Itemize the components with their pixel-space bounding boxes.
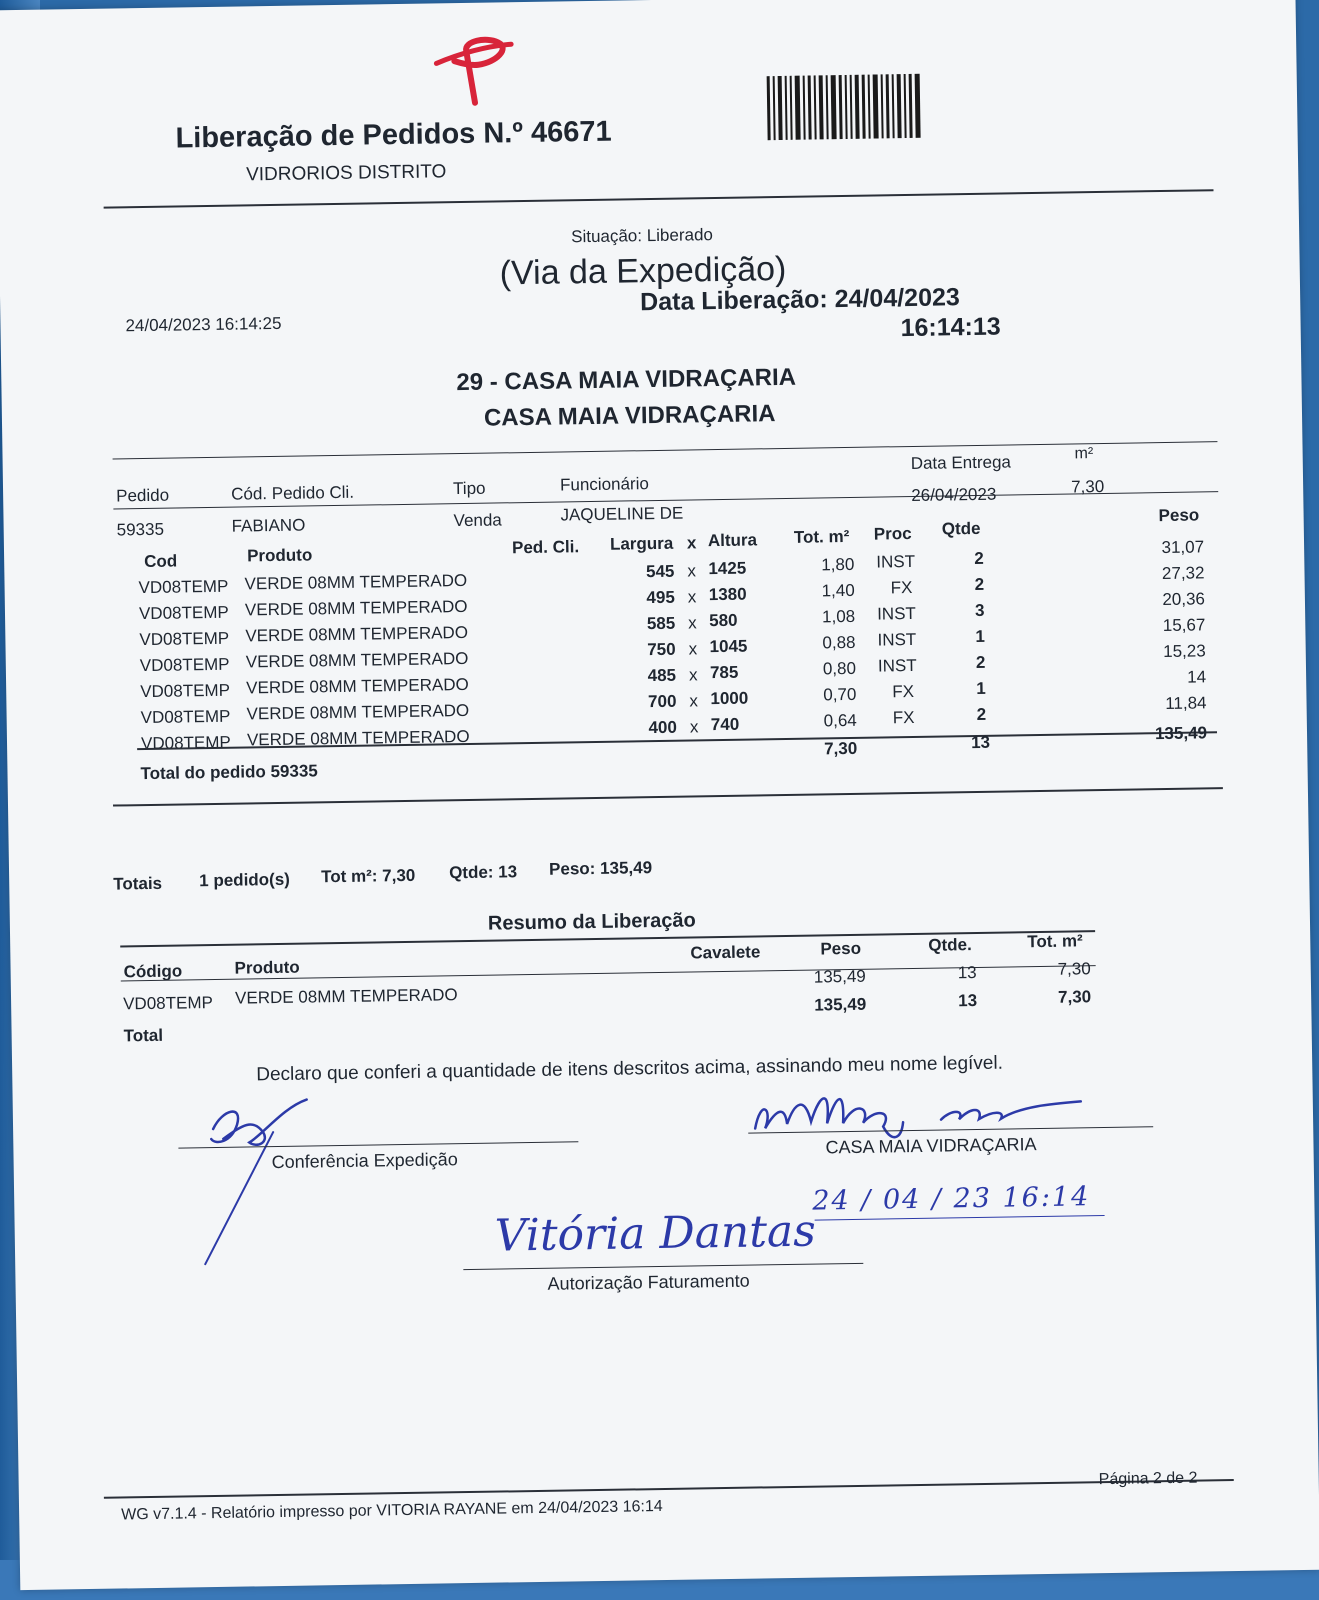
- cell-x: x: [688, 639, 698, 659]
- divider-totals: [113, 787, 1223, 806]
- summary-col-qtde: Qtde.: [928, 935, 972, 955]
- cell-tot-m2: 0,64: [823, 710, 857, 731]
- totals-qtde: Qtde: 13: [448, 862, 518, 883]
- cell-proc: FX: [890, 577, 913, 598]
- cell-x: x: [688, 613, 697, 633]
- release-time: 16:14:13: [900, 312, 1001, 343]
- signature-conferencia: [203, 1097, 346, 1274]
- print-datetime: 24/04/2023 16:14:25: [125, 313, 282, 336]
- cell-qtde: 1: [975, 626, 986, 646]
- handwritten-p-mark: [426, 32, 527, 119]
- summary-total-peso: 135,49: [814, 994, 867, 1015]
- label-tipo: Tipo: [452, 478, 486, 499]
- cell-largura: 585: [646, 613, 676, 634]
- cell-x: x: [689, 717, 699, 737]
- summary-total-tot-m2: 7,30: [1057, 987, 1092, 1007]
- cell-largura: 700: [647, 691, 677, 712]
- divider-order-top: [113, 441, 1218, 459]
- summary-col-tot-m2: Tot. m²: [1027, 931, 1083, 952]
- value-data-entrega: 26/04/2023: [911, 484, 997, 505]
- cell-produto: VERDE 08MM TEMPERADO: [245, 648, 469, 672]
- cell-qtde: 2: [974, 548, 984, 569]
- col-altura: Altura: [707, 530, 758, 551]
- cell-altura: 580: [709, 610, 738, 631]
- summary-total-qtde: 13: [958, 991, 978, 1011]
- summary-cell-peso: 135,49: [813, 966, 866, 987]
- col-x: x: [686, 533, 697, 553]
- handwritten-date: 24 / 04 / 23 16:14: [812, 1181, 1091, 1217]
- cell-produto: VERDE 08MM TEMPERADO: [244, 596, 468, 620]
- footer-printed-by: WG v7.1.4 - Relatório impresso por VITORIA RAYANE em 24/04/2023 16:14: [121, 1498, 663, 1524]
- cell-peso: 31,07: [1161, 537, 1205, 558]
- label-conferencia: Conferência Expedição: [271, 1149, 458, 1173]
- footer-page-number: Página 2 de 2: [1098, 1469, 1198, 1489]
- cell-cod: VD08TEMP: [138, 576, 229, 598]
- declaration-text: Declaro que conferi a quantidade de itens descritos acima, assinando meu nome legível.: [256, 1052, 1004, 1086]
- value-cod-pedido-cli: FABIANO: [231, 515, 306, 536]
- col-proc: Proc: [873, 523, 912, 544]
- summary-col-peso: Peso: [820, 938, 862, 959]
- handwritten-name: Vitória Dantas: [494, 1205, 817, 1262]
- items-total-qtde: 13: [970, 732, 991, 753]
- summary-col-cavalete: Cavalete: [690, 942, 761, 963]
- cell-cod: VD08TEMP: [138, 602, 229, 624]
- cell-cod: VD08TEMP: [140, 732, 231, 754]
- cell-altura: 1045: [709, 636, 748, 657]
- cell-altura: 1425: [708, 558, 747, 579]
- line-faturamento: [463, 1263, 863, 1270]
- col-tot-m2: Tot. m²: [793, 526, 850, 547]
- cell-qtde: 2: [974, 574, 985, 594]
- cell-largura: 495: [646, 587, 675, 608]
- cell-peso: 20,36: [1162, 589, 1206, 610]
- col-qtde: Qtde: [941, 518, 981, 539]
- company-name: VIDRORIOS DISTRITO: [245, 161, 447, 186]
- summary-col-produto: Produto: [234, 957, 300, 978]
- cell-qtde: 2: [976, 704, 987, 724]
- label-pedido: Pedido: [116, 485, 170, 506]
- cell-proc: FX: [892, 707, 915, 728]
- col-peso: Peso: [1158, 505, 1200, 526]
- totals-label: Totais: [113, 873, 163, 894]
- cell-cod: VD08TEMP: [140, 706, 231, 728]
- cell-peso: 14: [1187, 667, 1207, 687]
- cell-largura: 750: [647, 639, 676, 660]
- col-produto: Produto: [246, 545, 313, 566]
- totals-pedidos: 1 pedido(s): [199, 869, 291, 891]
- cell-qtde: 2: [975, 652, 986, 672]
- totals-m2: Tot m²: 7,30: [321, 865, 416, 887]
- label-cod-pedido-cli: Cód. Pedido Cli.: [230, 482, 355, 504]
- cell-qtde: 3: [974, 600, 985, 620]
- totals-peso: Peso: 135,49: [548, 858, 653, 879]
- cell-peso: 11,84: [1165, 693, 1207, 714]
- label-faturamento: Autorização Faturamento: [547, 1270, 750, 1294]
- cell-altura: 1380: [708, 584, 747, 605]
- cell-tot-m2: 1,08: [821, 606, 856, 627]
- barcode: [767, 73, 958, 140]
- cell-tot-m2: 0,88: [822, 632, 856, 653]
- col-cod: Cod: [144, 551, 178, 572]
- cell-tot-m2: 1,40: [821, 580, 855, 601]
- summary-col-codigo: Código: [123, 961, 183, 982]
- release-date: Data Liberação: 24/04/2023: [639, 283, 961, 317]
- summary-cell-codigo: VD08TEMP: [122, 993, 214, 1014]
- cell-peso: 15,67: [1162, 615, 1206, 636]
- via-label: (Via da Expedição): [499, 249, 787, 293]
- cell-tot-m2: 1,80: [821, 554, 855, 575]
- cell-altura: 785: [709, 662, 739, 683]
- cell-produto: VERDE 08MM TEMPERADO: [246, 700, 470, 724]
- cell-tot-m2: 0,70: [823, 684, 857, 705]
- summary-cell-produto: VERDE 08MM TEMPERADO: [234, 985, 458, 1008]
- cell-produto: VERDE 08MM TEMPERADO: [246, 674, 469, 698]
- client-name-line2: CASA MAIA VIDRAÇARIA: [483, 400, 776, 432]
- items-total-peso: 135,49: [1154, 723, 1208, 744]
- cell-x: x: [687, 561, 697, 581]
- value-tipo: Venda: [453, 510, 502, 531]
- items-total-label: Total do pedido 59335: [140, 761, 318, 784]
- cell-tot-m2: 0,80: [822, 658, 857, 679]
- cell-x: x: [687, 587, 697, 607]
- cell-proc: FX: [892, 681, 915, 702]
- cell-produto: VERDE 08MM TEMPERADO: [246, 726, 470, 750]
- cell-cod: VD08TEMP: [139, 654, 230, 676]
- cell-largura: 400: [648, 717, 678, 738]
- cell-proc: INST: [876, 551, 916, 572]
- cell-qtde: 1: [976, 678, 986, 698]
- cell-altura: 1000: [710, 688, 749, 709]
- cell-x: x: [689, 691, 699, 711]
- summary-cell-tot-m2: 7,30: [1057, 959, 1091, 979]
- cell-peso: 15,23: [1163, 641, 1206, 662]
- col-ped-cli: Ped. Cli.: [511, 537, 580, 558]
- cell-peso: 27,32: [1161, 563, 1205, 584]
- cell-largura: 545: [645, 561, 675, 582]
- cell-produto: VERDE 08MM TEMPERADO: [245, 622, 469, 646]
- cell-proc: INST: [877, 655, 917, 676]
- col-largura: Largura: [609, 533, 674, 554]
- cell-proc: INST: [877, 629, 917, 650]
- summary-total-label: Total: [123, 1025, 164, 1046]
- summary-title: Resumo da Liberação: [487, 909, 696, 935]
- divider-footer: [104, 1479, 1234, 1499]
- cell-produto: VERDE 08MM TEMPERADO: [244, 570, 468, 594]
- cell-cod: VD08TEMP: [140, 680, 231, 702]
- divider-header: [104, 189, 1214, 208]
- value-pedido: 59335: [116, 519, 165, 540]
- label-cliente: CASA MAIA VIDRAÇARIA: [825, 1134, 1037, 1158]
- document-title: Liberação de Pedidos N.º 46671: [175, 115, 612, 155]
- items-total-m2: 7,30: [823, 738, 858, 759]
- label-m2: m²: [1074, 445, 1094, 463]
- value-funcionario: JAQUELINE DE: [560, 503, 684, 525]
- cell-largura: 485: [647, 665, 677, 686]
- cell-altura: 740: [710, 714, 740, 735]
- label-funcionario: Funcionário: [559, 474, 650, 495]
- cell-x: x: [688, 665, 698, 685]
- value-m2: 7,30: [1070, 476, 1105, 497]
- label-data-entrega: Data Entrega: [910, 452, 1012, 473]
- client-name-line1: 29 - CASA MAIA VIDRAÇARIA: [456, 363, 797, 397]
- summary-cell-qtde: 13: [957, 963, 977, 983]
- situation-label: Situação: Liberado: [570, 225, 714, 247]
- cell-cod: VD08TEMP: [139, 628, 230, 650]
- cell-proc: INST: [876, 603, 916, 624]
